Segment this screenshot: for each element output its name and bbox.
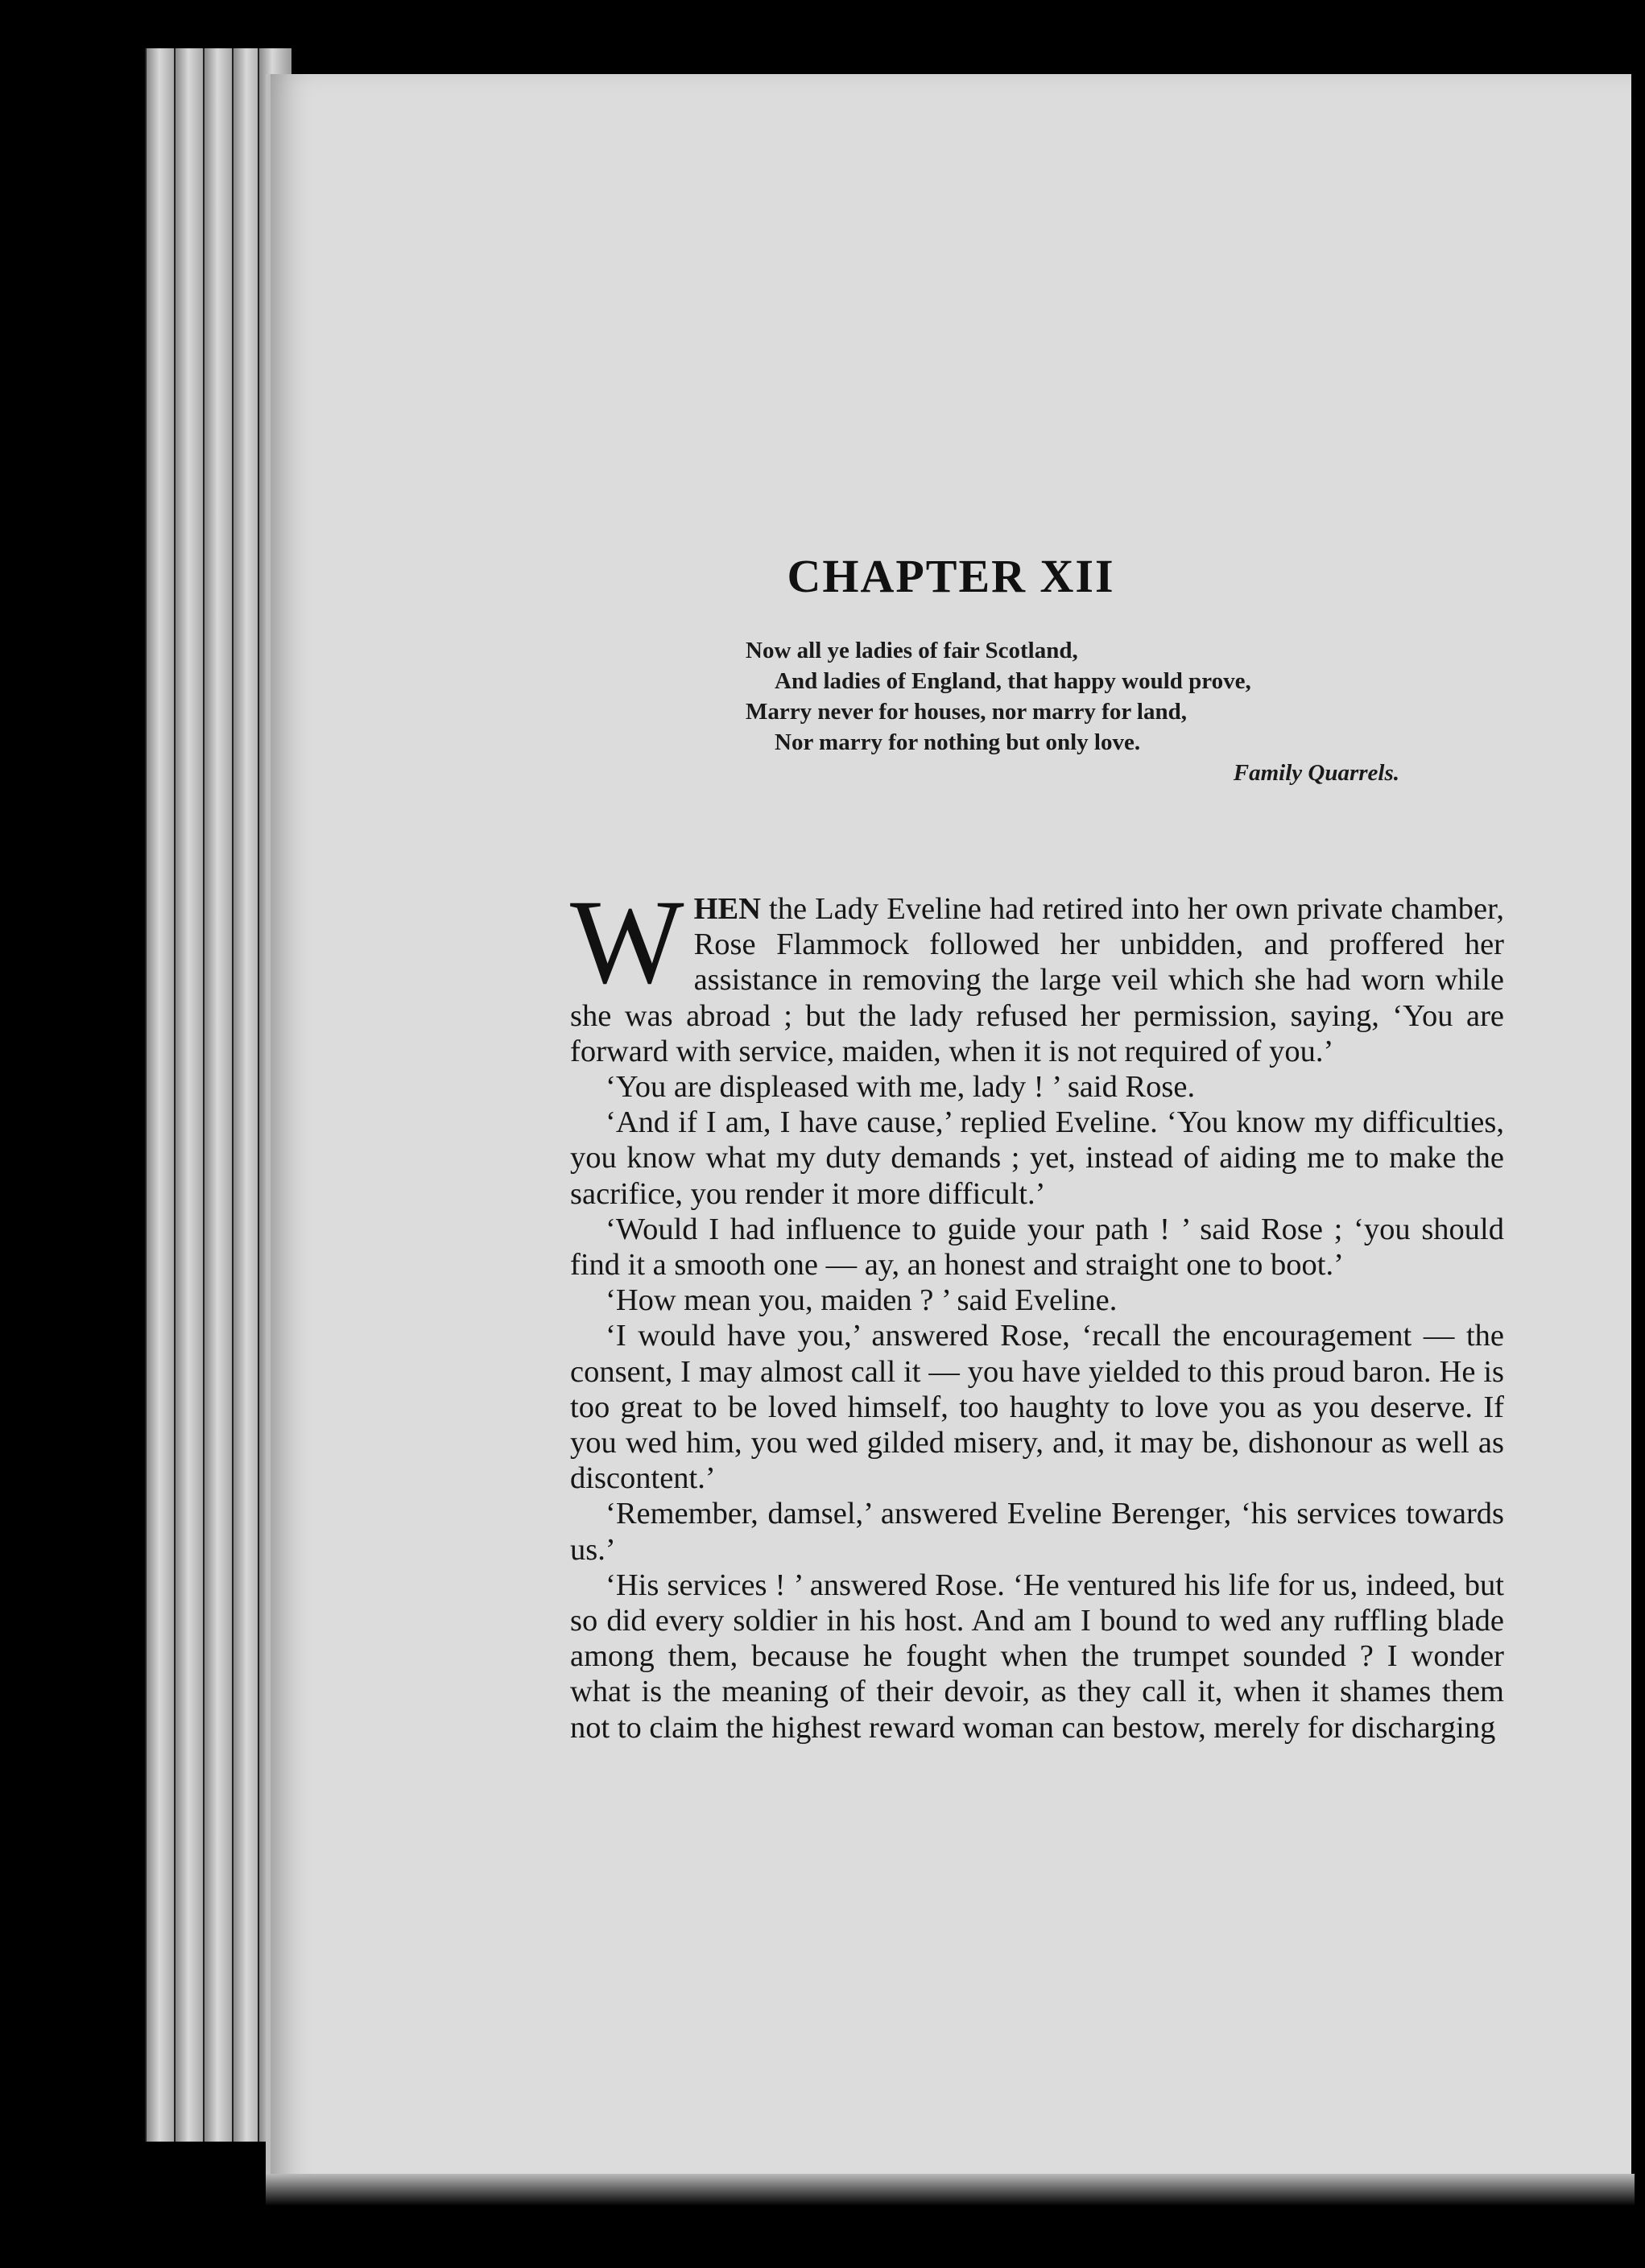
chapter-body	[570, 875, 1504, 1745]
epigraph-line: And ladies of England, that happy would prove,	[775, 668, 1251, 694]
chapter-title: CHAPTER XII	[787, 550, 1115, 602]
opening-text: the Lady Eveline had retired into her own private chamber, Rose Flammock followed her unbidden, and proffered her assistance in removing the large veil which she had worn while she was abroad ; but the lady refused her permission, saying, ‘You are forward with service, maiden, when it is not required of you.’	[570, 892, 1504, 1068]
paragraph: ‘How mean you, maiden ? ’ said Eveline.	[606, 1283, 1118, 1318]
page-bottom-shadow	[266, 2174, 1635, 2206]
paragraph: ‘And if I am, I have cause,’ replied Eveline. ‘You know my difficulties, you know what my duty demands ; yet, instead of aiding me to make the sacrifice, you render it more difficult.’	[570, 1105, 1504, 1211]
paragraph: ‘Remember, damsel,’ answered Eveline Berenger, ‘his services towards us.’	[570, 1497, 1504, 1567]
epigraph-line: Marry never for houses, nor marry for land,	[746, 699, 1187, 725]
book-page	[266, 74, 1631, 2200]
paragraph: ‘His services ! ’ answered Rose. ‘He ventured his life for us, indeed, but so did every soldier in his host. And am I bound to wed any ruffling blade among them, because he fought when the trumpet sounded ? I wonder what is the meaning of their devoir, as they call it, when it shames them not to claim the highest reward woman can bestow, merely for discharging	[570, 1568, 1504, 1745]
opening-word-rest: HEN	[693, 892, 762, 926]
epigraph-line: Now all ye ladies of fair Scotland,	[746, 638, 1078, 663]
paragraph: ‘You are displeased with me, lady ! ’ said Rose.	[606, 1070, 1196, 1105]
paragraph: ‘Would I had influence to guide your path ! ’ said Rose ; ‘you should find it a smooth one — ay, an honest and straight one to boot.’	[570, 1212, 1504, 1283]
drop-cap: W	[570, 875, 684, 1009]
epigraph-source: Family Quarrels.	[1233, 760, 1399, 786]
opening-paragraph	[570, 875, 1504, 1069]
epigraph	[746, 635, 1406, 788]
epigraph-line: Nor marry for nothing but only love.	[775, 729, 1141, 755]
paragraph: ‘I would have you,’ answered Rose, ‘recall the encouragement — the consent, I may almost call it — you have yielded to this proud baron. He is too great to be loved himself, too haughty to love you as you deserve. If you wed him, you wed gilded misery, and, it may be, dishonour as well as discontent.’	[570, 1319, 1504, 1496]
